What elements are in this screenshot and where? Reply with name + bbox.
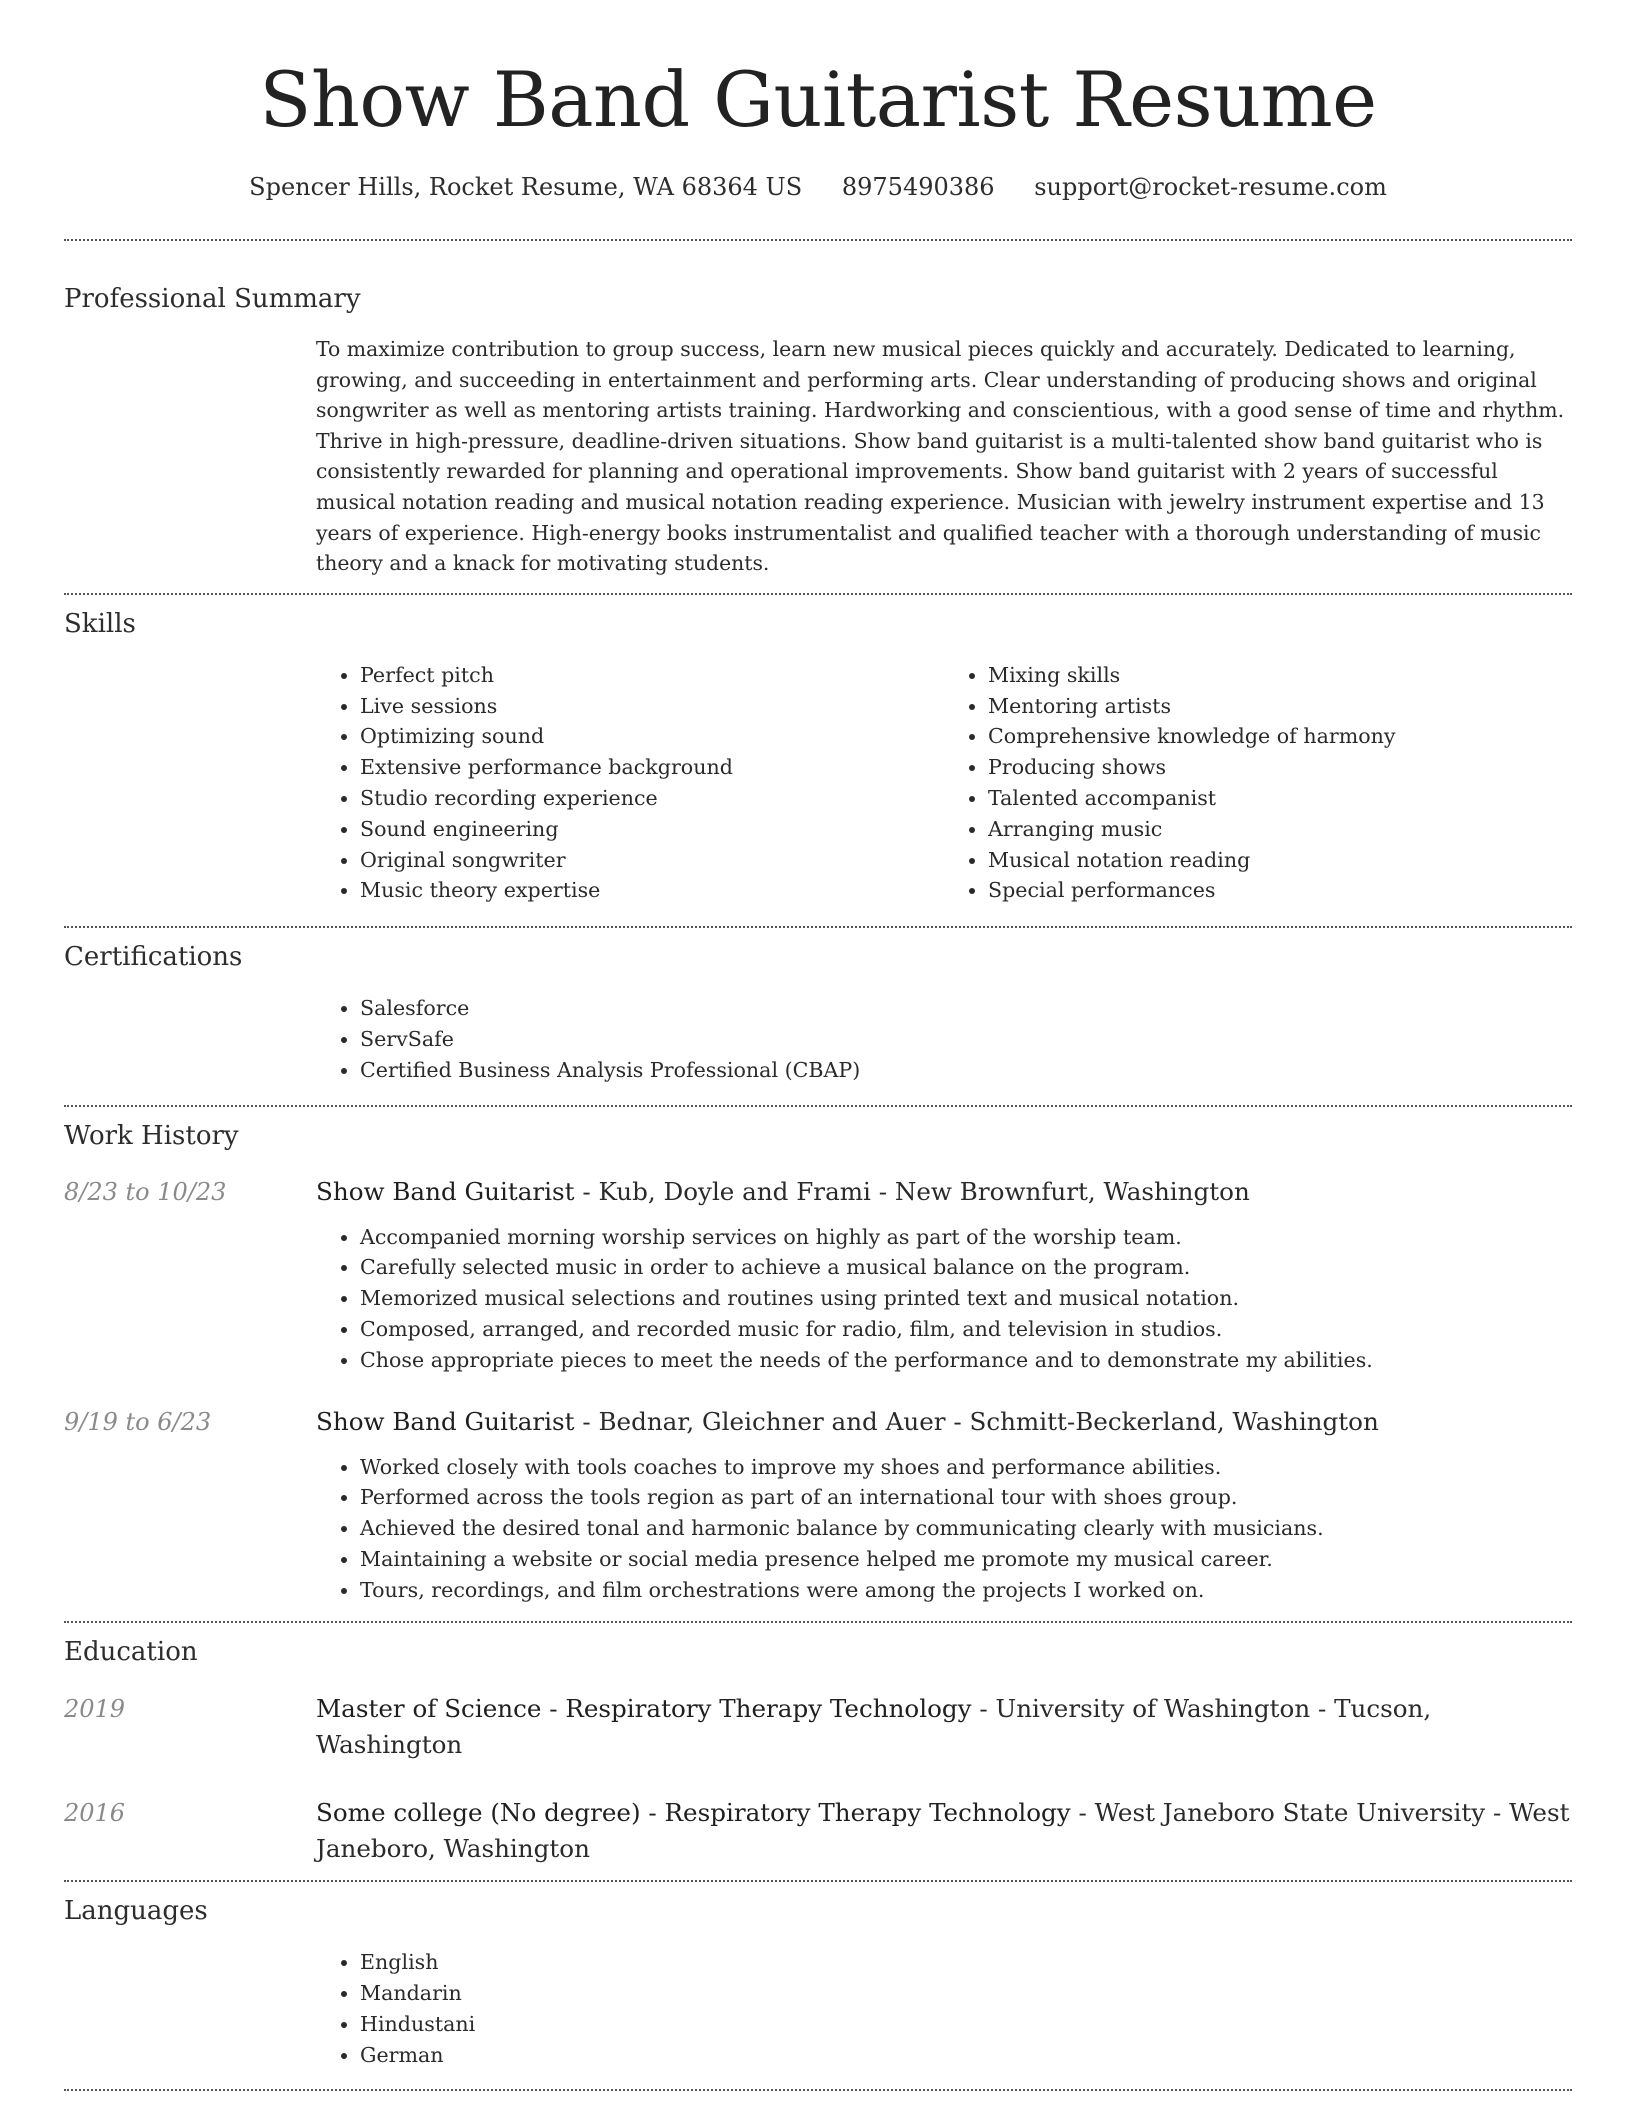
skill-item: • Perfect pitch <box>360 660 944 691</box>
skills-section <box>64 606 1572 906</box>
divider <box>64 1621 1572 1623</box>
skill-item: • Talented accompanist <box>988 783 1572 814</box>
certifications-body <box>316 993 1572 1085</box>
certification-item: • Certified Business Analysis Professional (CBAP) <box>360 1055 1572 1086</box>
summary-section <box>64 281 1572 579</box>
skill-item: • Original songwriter <box>360 845 944 876</box>
summary-heading: Professional Summary <box>64 284 361 314</box>
skill-item: • Comprehensive knowledge of harmony <box>988 721 1572 752</box>
education-year: 2016 <box>64 1799 126 1828</box>
skill-item: • Sound engineering <box>360 814 944 845</box>
job-bullet: • Performed across the tools region as part of an international tour with shoes group. <box>360 1482 1572 1513</box>
education-details <box>316 1795 1572 1867</box>
job-bullet: • Composed, arranged, and recorded music for radio, film, and television in studios. <box>360 1314 1572 1345</box>
job-bullet: • Accompanied morning worship services on highly as part of the worship team. <box>360 1222 1572 1253</box>
certification-item: • ServSafe <box>360 1024 1572 1055</box>
job-dates: 8/23 to 10/23 <box>64 1177 227 1206</box>
skills-heading: Skills <box>64 608 136 639</box>
language-item: • English <box>360 1947 1572 1978</box>
education-year: 2019 <box>64 1695 126 1724</box>
divider <box>64 593 1572 595</box>
skills-list-left <box>316 660 944 906</box>
certification-item: • Salesforce <box>360 993 1572 1024</box>
skill-item: • Music theory expertise <box>360 875 944 906</box>
education-section <box>64 1634 1572 1867</box>
education-school: - University of Washington - Tucson, Washington <box>316 1694 1432 1760</box>
skill-item: • Studio recording experience <box>360 783 944 814</box>
language-item: • Hindustani <box>360 2009 1572 2040</box>
job-bullet: • Maintaining a website or social media presence helped me promote my musical career. <box>360 1544 1572 1575</box>
resume-page <box>64 0 1572 2091</box>
job-heading <box>316 1404 1572 1440</box>
skill-item: • Extensive performance background <box>360 752 944 783</box>
job-bullet: • Tours, recordings, and film orchestrations were among the projects I worked on. <box>360 1575 1572 1606</box>
divider <box>64 2089 1572 2091</box>
page-title: Show Band Guitarist Resume <box>259 55 1377 144</box>
skill-item: • Producing shows <box>988 752 1572 783</box>
job-heading <box>316 1174 1572 1210</box>
skill-item: • Musical notation reading <box>988 845 1572 876</box>
skills-columns <box>316 660 1572 906</box>
contact-line <box>64 170 1572 204</box>
divider <box>64 1105 1572 1107</box>
skill-item: • Arranging music <box>988 814 1572 845</box>
job-bullet: • Achieved the desired tonal and harmonic balance by communicating clearly with musicians. <box>360 1513 1572 1544</box>
contact-phone: 8975490386 <box>841 173 995 201</box>
language-item: • German <box>360 2040 1572 2071</box>
education-heading: Education <box>64 1637 198 1668</box>
certifications-heading: Certifications <box>64 942 243 973</box>
skill-item: • Optimizing sound <box>360 721 944 752</box>
work-history-heading: Work History <box>64 1120 239 1151</box>
contact-address: Spencer Hills, Rocket Resume, WA 68364 US <box>249 173 803 201</box>
contact-email: support@rocket-resume.com <box>1034 173 1387 201</box>
job-details <box>316 1404 1572 1606</box>
languages-list <box>316 1947 1572 2070</box>
divider <box>64 239 1572 241</box>
divider <box>64 926 1572 928</box>
job-title: Show Band Guitarist <box>316 1406 575 1436</box>
education-entry <box>64 1691 1572 1763</box>
certifications-list <box>316 993 1572 1085</box>
job-bullet: • Memorized musical selections and routines using printed text and musical notation. <box>360 1283 1572 1314</box>
job-bullets <box>316 1222 1572 1376</box>
job-bullets <box>316 1452 1572 1606</box>
job-entry <box>64 1404 1572 1606</box>
job-bullet: • Carefully selected music in order to achieve a musical balance on the program. <box>360 1252 1572 1283</box>
education-entry <box>64 1795 1572 1867</box>
language-item: • Mandarin <box>360 1978 1572 2009</box>
skill-item: • Special performances <box>988 875 1572 906</box>
work-history-section <box>64 1118 1572 1606</box>
divider <box>64 1880 1572 1882</box>
languages-heading: Languages <box>64 1896 208 1927</box>
job-dates: 9/19 to 6/23 <box>64 1407 212 1436</box>
skills-list-right <box>944 660 1572 906</box>
education-degree: Master of Science - Respiratory Therapy Technology <box>316 1694 972 1724</box>
education-school: - West Janeboro State University - West Janeboro, Washington <box>316 1798 1570 1864</box>
skill-item: • Mentoring artists <box>988 691 1572 722</box>
skill-item: • Live sessions <box>360 691 944 722</box>
skill-item: • Mixing skills <box>988 660 1572 691</box>
job-details <box>316 1174 1572 1376</box>
education-degree: Some college (No degree) - Respiratory Therapy Technology <box>316 1798 1071 1828</box>
summary-text: To maximize contribution to group success, learn new musical pieces quickly and accurately. Dedicated to learning, growing, and succeeding in entertainment and performing arts. Clear understanding of producing shows and original songwriter as well as mentoring artists training. Hardworking and conscientious, with a good sense of time and rhythm. Thrive in high-pressure, deadline-driven situations. Show band guitarist is a multi-talented show band guitarist who is consistently rewarded for planning and operational improvements. Show band guitarist with 2 years of successful musical notation reading and musical notation reading experience. Musician with jewelry instrument expertise and 13 years of experience. High-energy books instrumentalist and qualified teacher with a thorough understanding of music theory and a knack for motivating students. <box>316 337 1565 576</box>
job-bullet: • Worked closely with tools coaches to improve my shoes and performance abilities. <box>360 1452 1572 1483</box>
job-title: Show Band Guitarist <box>316 1176 575 1206</box>
job-entry <box>64 1174 1572 1376</box>
education-details <box>316 1691 1572 1763</box>
job-employer: - Kub, Doyle and Frami - New Brownfurt, Washington <box>574 1176 1250 1206</box>
job-bullet: • Chose appropriate pieces to meet the needs of the performance and to demonstrate my abilities. <box>360 1345 1572 1376</box>
job-employer: - Bednar, Gleichner and Auer - Schmitt-Beckerland, Washington <box>574 1406 1379 1436</box>
languages-section <box>64 1893 1572 2070</box>
certifications-section <box>64 939 1572 1085</box>
languages-body <box>316 1947 1572 2070</box>
